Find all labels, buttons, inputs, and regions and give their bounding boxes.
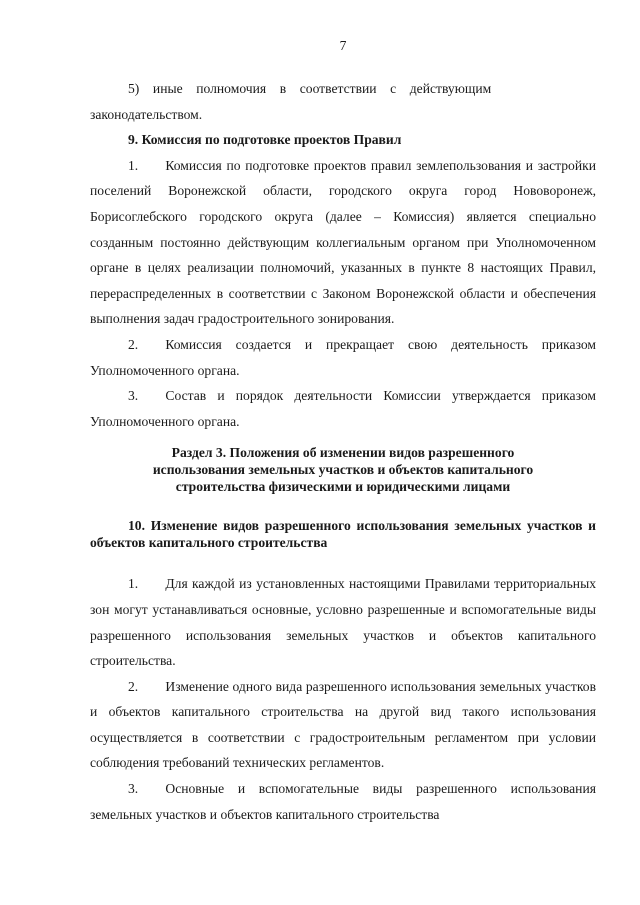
- paragraph-10-3: 3. Основные и вспомогательные виды разрешенного использования земельных участков и объектов капитального строительства: [90, 781, 596, 822]
- paragraph-10-1: 1. Для каждой из установленных настоящими Правилами территориальных зон могут устанавливаться основные, условно разрешенные и вспомогательные виды разрешенного использования земельных участков и объектов капитального строительства.: [90, 576, 596, 669]
- article-9-heading: 9. Комиссия по подготовке проектов Правил: [128, 132, 402, 148]
- paragraph-item-5: 5) иные полномочия в соответствии с действующим законодательством.: [90, 81, 492, 122]
- paragraph-10-2: 2. Изменение одного вида разрешенного использования земельных участков и объектов капитального строительства на другой вид такого использования осуществляется в соответствии с градостроительным регламентом при условии соблюдения требований технических регламентов.: [90, 678, 596, 771]
- article-10-heading: 10. Изменение видов разрешенного использования земельных участков и объектов капитального строительства: [90, 518, 596, 551]
- section-3-title-line-1: Раздел 3. Положения об изменении видов разрешенного: [171, 445, 515, 461]
- paragraph-9-2: 2. Комиссия создается и прекращает свою деятельность приказом Уполномоченного органа.: [90, 336, 596, 378]
- paragraph-9-3: 3. Состав и порядок деятельности Комиссии утверждается приказом Уполномоченного органа.: [90, 388, 596, 429]
- section-3-title: [90, 444, 596, 495]
- paragraph-9-1: 1. Комиссия по подготовке проектов правил землепользования и застройки поселений Воронежской области, городского округа город Нововоронеж, Борисоглебского городского округа (далее – Комиссия) является специально созданным постоянно действующим коллегиальным органом при Уполномоченном органе в целях реализации полномочий, указанных в пункте 8 настоящих Правил, перераспределенных в соответствии с Законом Воронежской области и обеспечения выполнения задач градостроительного зонирования.: [90, 157, 596, 327]
- page-number: 7: [339, 38, 347, 53]
- section-3-title-line-2: использования земельных участков и объектов капитального: [152, 462, 534, 478]
- section-3-title-line-3: строительства физическими и юридическими лицами: [175, 479, 511, 495]
